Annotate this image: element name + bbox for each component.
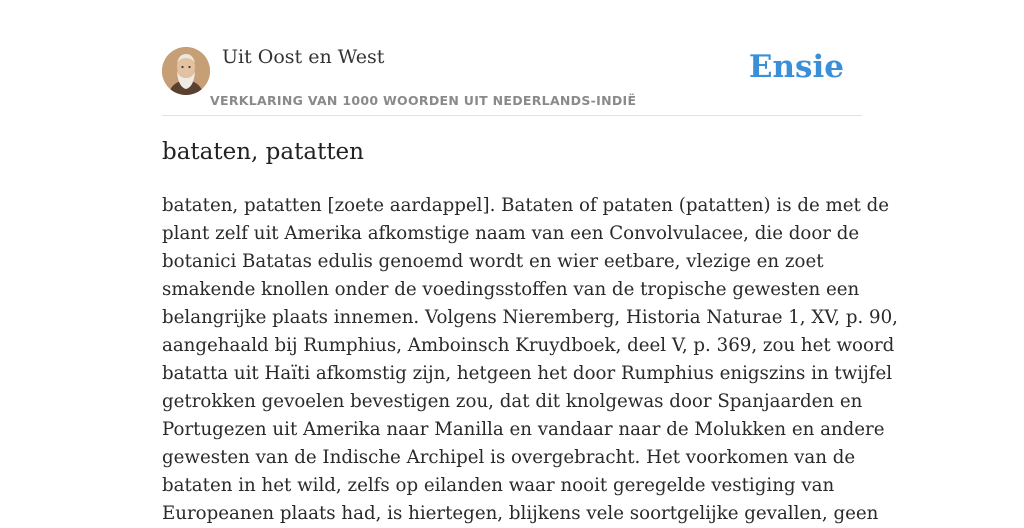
article-line: botanici Batatas edulis genoemd wordt en wier eetbare, vlezige en zoet [162, 251, 824, 272]
article-line: gewesten van de Indische Archipel is overgebracht. Het voorkomen van de [162, 447, 856, 468]
article-line: batatta uit Haïti afkomstig zijn, hetgeen het door Rumphius enigszins in twijfel [162, 363, 893, 384]
article-line: bataten in het wild, zelfs op eilanden waar nooit geregelde vestiging van [162, 475, 835, 496]
article-line: aangehaald bij Rumphius, Amboinsch Kruydboek, deel V, p. 369, zou het woord [162, 335, 895, 356]
brand-logo-link[interactable]: Ensie [748, 49, 844, 85]
site-title[interactable]: Uit Oost en West [222, 46, 385, 68]
article-line: plant zelf uit Amerika afkomstige naam van een Convolvulacee, die door de [162, 223, 860, 244]
author-portrait-icon[interactable] [162, 47, 210, 95]
article-line: belangrijke plaats innemen. Volgens Nieremberg, Historia Naturae 1, XV, p. 90, [162, 307, 898, 328]
header-divider [162, 115, 862, 116]
article-body [162, 192, 898, 528]
article-line: Portugezen uit Amerika naar Manilla en vandaar naar de Molukken en andere [162, 419, 885, 440]
page-title: bataten, patatten [162, 139, 364, 165]
article-line: bataten, patatten [zoete aardappel]. Bataten of pataten (patatten) is de met de [162, 195, 890, 216]
site-subtitle: VERKLARING VAN 1000 WOORDEN UIT NEDERLANDS-INDIË [210, 93, 637, 108]
article-line: smakende knollen onder de voedingsstoffen van de tropische gewesten een [162, 279, 860, 300]
site-header [162, 46, 862, 116]
article-line: Europeanen plaats had, is hiertegen, blijkens vele soortgelijke gevallen, geen [162, 503, 879, 524]
article-line: getrokken gevoelen bevestigen zou, dat dit knolgewas door Spanjaarden en [162, 391, 863, 412]
